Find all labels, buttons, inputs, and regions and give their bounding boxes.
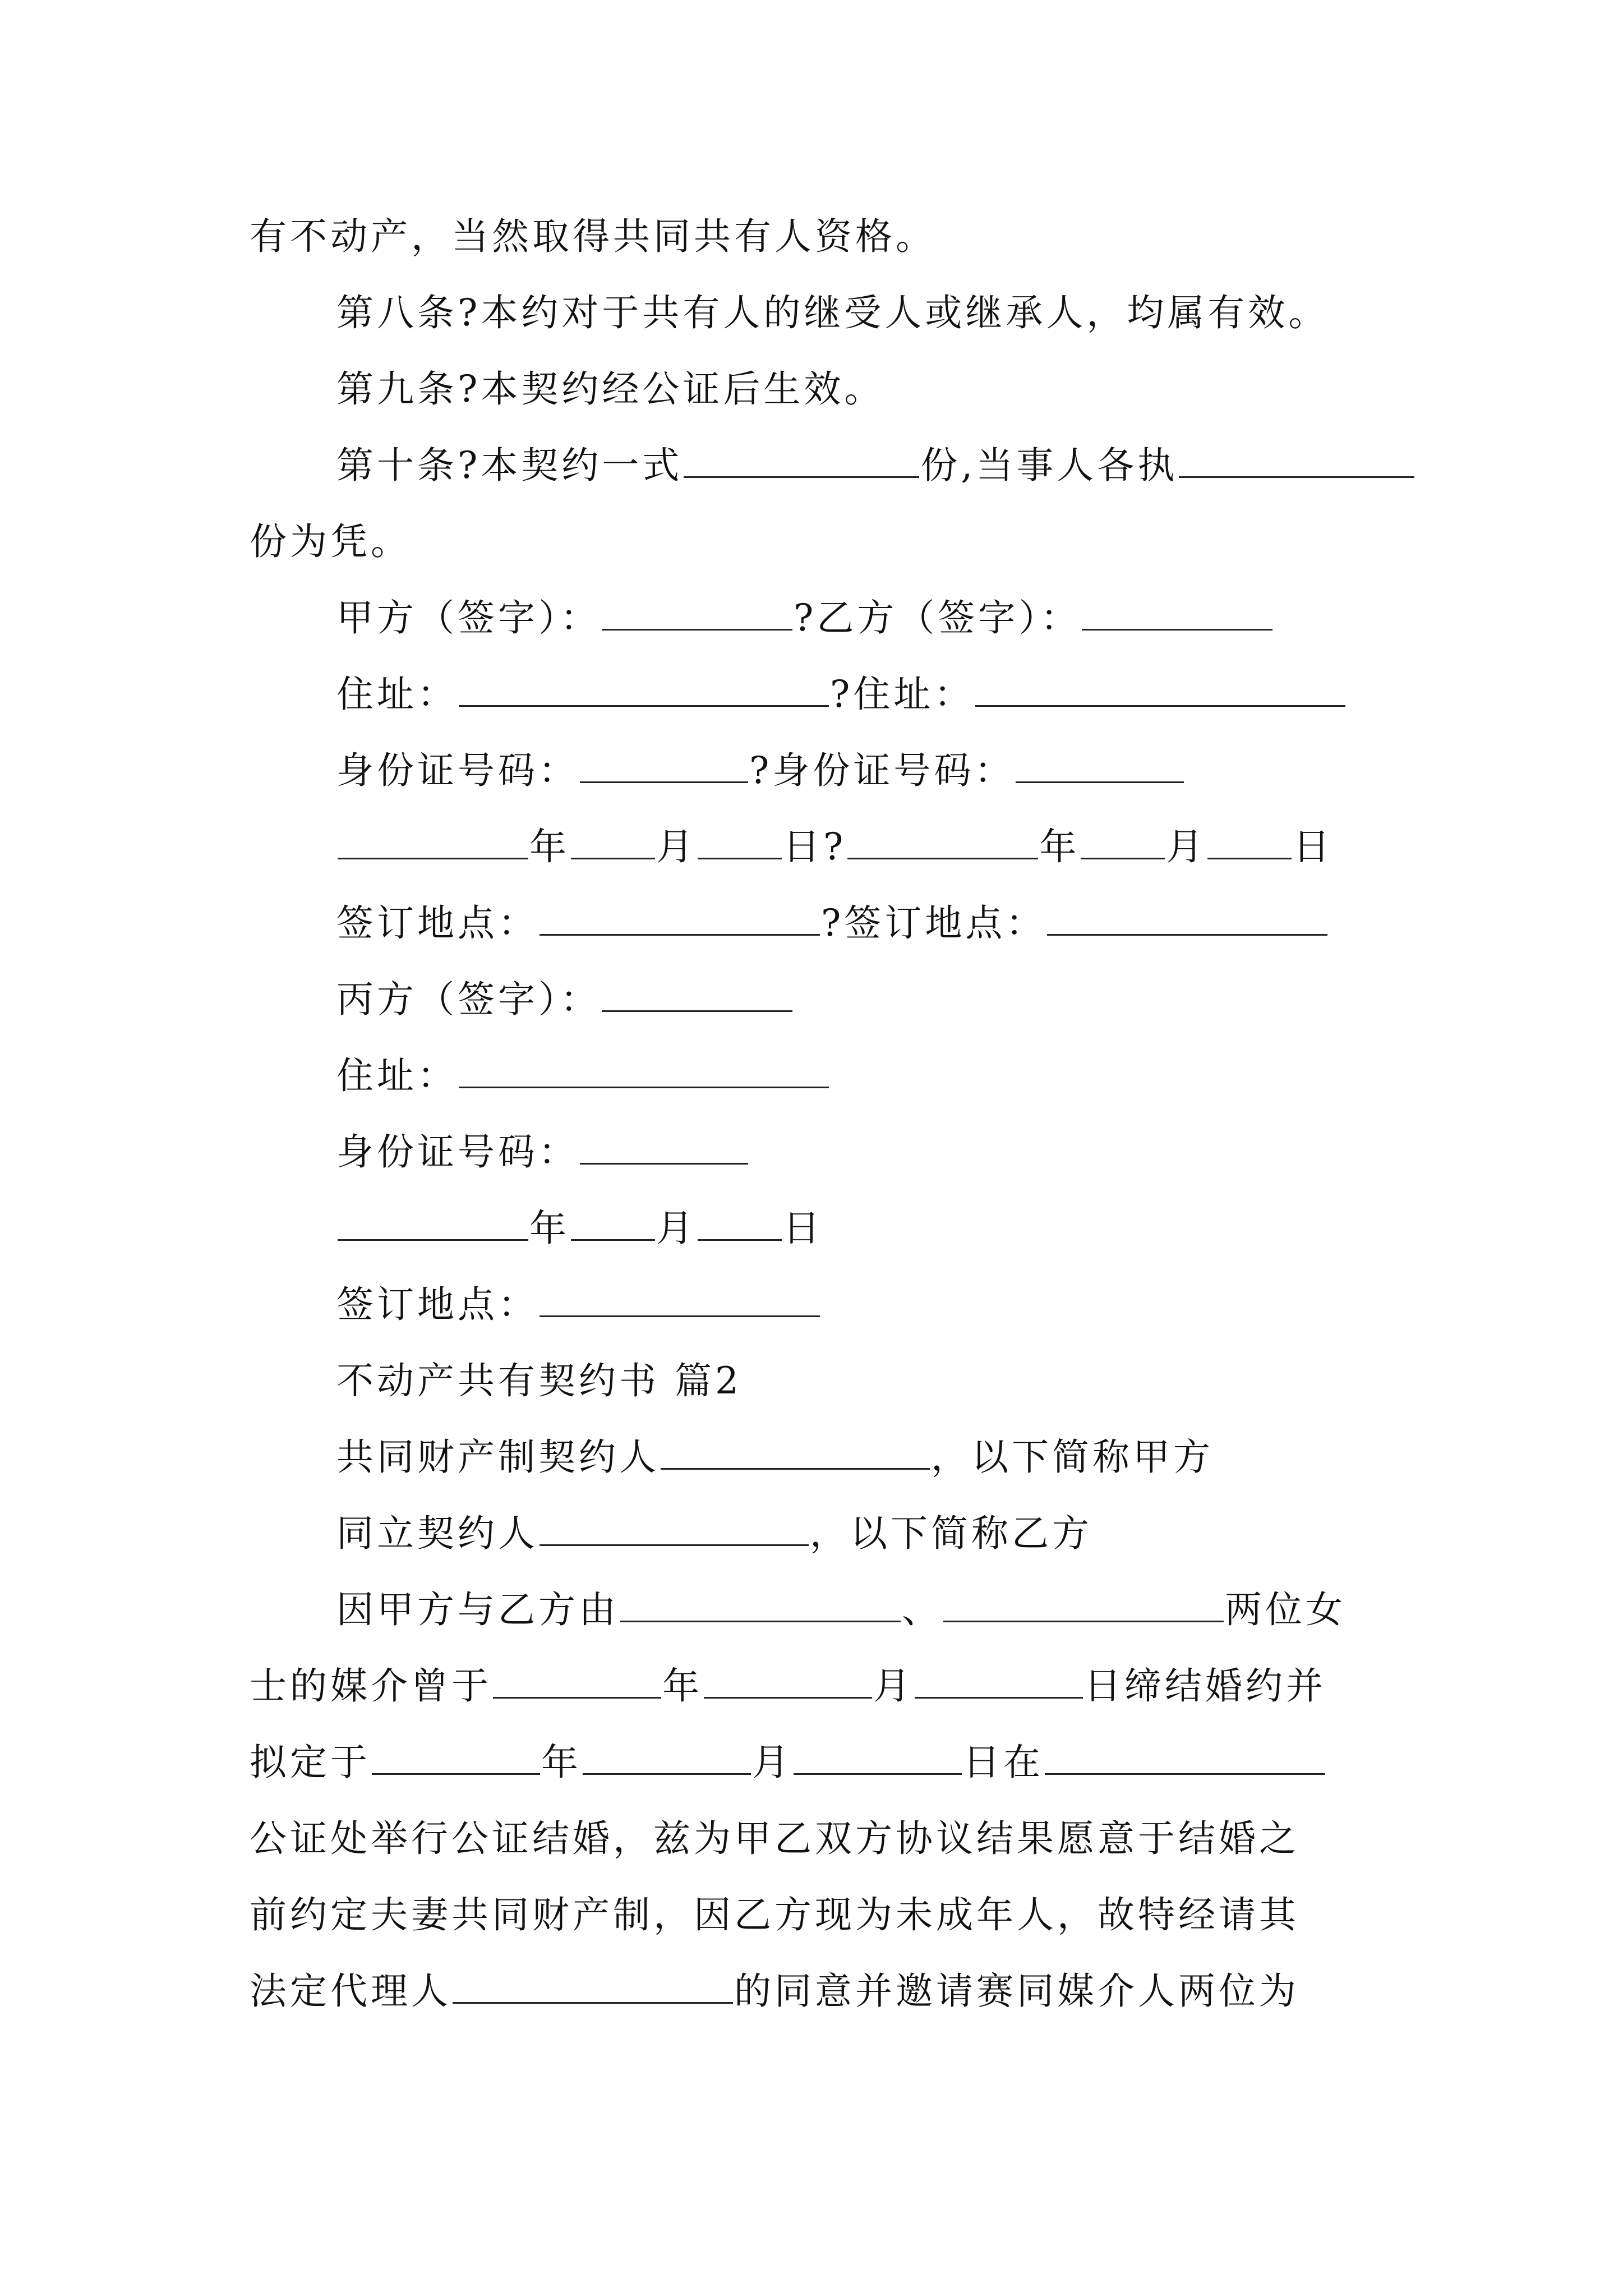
matchmaker-2-blank[interactable] xyxy=(943,1584,1224,1622)
paragraph-text: 因甲方与乙方由 xyxy=(336,1588,619,1631)
party-b-signature-blank[interactable] xyxy=(1082,592,1272,631)
party-c-date-row xyxy=(336,1200,1481,1257)
party-a-id-label: 身份证号码： xyxy=(336,749,579,792)
wedding-year-blank[interactable] xyxy=(372,1736,540,1775)
paragraph-text: 年 xyxy=(662,1664,703,1708)
engagement-day-blank[interactable] xyxy=(915,1660,1083,1699)
party-a-place-label: 签订地点： xyxy=(336,901,538,945)
section-heading xyxy=(336,1353,1481,1409)
paragraph-text: ，以下简称甲方 xyxy=(931,1435,1214,1479)
text-line xyxy=(250,1658,1394,1714)
party-a-address-label: 住址： xyxy=(336,673,458,716)
id-number-row xyxy=(336,743,1481,799)
day-blank[interactable] xyxy=(698,1202,782,1241)
party-c-signature-label: 丙方（签字）： xyxy=(336,978,601,1021)
day-label: 日? xyxy=(783,825,847,868)
paragraph-text: 前约定夫妻共同财产制，因乙方现为未成年人，故特经请其 xyxy=(250,1893,1299,1936)
year-label: 年 xyxy=(1039,825,1080,868)
party-signature-row xyxy=(336,590,1481,646)
paragraph-text: 共同财产制契约人 xyxy=(336,1435,660,1479)
party-c-id-row xyxy=(336,1124,1481,1180)
month-label: 月 xyxy=(656,825,697,868)
party-c-id-blank[interactable] xyxy=(580,1126,748,1165)
year-label: 年 xyxy=(529,825,570,868)
party-a-place-blank[interactable] xyxy=(540,897,820,936)
address-row xyxy=(336,666,1481,723)
legal-representative-blank[interactable] xyxy=(453,1965,733,2004)
paragraph-text: 第九条?本契约经公证后生效。 xyxy=(336,367,885,411)
party-c-place-label: 签订地点： xyxy=(336,1283,538,1326)
article-10 xyxy=(336,438,1481,494)
party-a-id-blank[interactable] xyxy=(580,744,748,783)
paragraph-text: ，以下简称乙方 xyxy=(810,1512,1092,1555)
text-line xyxy=(336,1582,1481,1638)
notary-office-blank[interactable] xyxy=(1045,1736,1325,1775)
article-9 xyxy=(336,361,1481,417)
party-c-address-blank[interactable] xyxy=(459,1050,829,1088)
section-title: 不动产共有契约书 篇2 xyxy=(336,1359,742,1402)
paragraph-text: 日在 xyxy=(963,1741,1044,1784)
paragraph-text: 年 xyxy=(541,1741,582,1784)
party-b-id-label: ?身份证号码： xyxy=(749,749,1015,792)
text-line xyxy=(336,1429,1481,1485)
party-c-id-label: 身份证号码： xyxy=(336,1130,579,1174)
text-line xyxy=(250,1811,1394,1867)
paragraph-text: 拟定于 xyxy=(250,1741,371,1784)
party-b-address-label: ?住址： xyxy=(830,673,975,716)
party-b-address-blank[interactable] xyxy=(975,668,1345,707)
party-c-place-row xyxy=(336,1277,1481,1333)
party-b-id-blank[interactable] xyxy=(1016,744,1184,783)
party-c-signature-blank[interactable] xyxy=(602,973,792,1012)
party-c-signature-row xyxy=(336,972,1481,1028)
year-blank[interactable] xyxy=(338,821,528,859)
text-line xyxy=(250,1963,1394,2019)
text-line xyxy=(250,209,1394,265)
month-label: 月 xyxy=(656,1207,697,1250)
paragraph-text: 日缔结婚约并 xyxy=(1084,1664,1326,1708)
party-b-place-label: ?签订地点： xyxy=(821,901,1046,945)
engagement-month-blank[interactable] xyxy=(704,1660,872,1699)
party-b-signature-label: ?乙方（签字）： xyxy=(794,596,1081,639)
year-blank[interactable] xyxy=(338,1202,528,1241)
party-c-place-blank[interactable] xyxy=(540,1278,820,1317)
month-blank[interactable] xyxy=(571,821,655,859)
paragraph-text: 第八条?本约对于共有人的继受人或继承人，均属有效。 xyxy=(336,291,1329,334)
matchmaker-1-blank[interactable] xyxy=(620,1584,901,1622)
day-blank[interactable] xyxy=(1207,821,1292,859)
wedding-month-blank[interactable] xyxy=(583,1736,751,1775)
text-line xyxy=(250,514,1394,570)
day-label: 日 xyxy=(783,1207,823,1250)
day-blank[interactable] xyxy=(698,821,782,859)
month-blank[interactable] xyxy=(1081,821,1165,859)
text-line xyxy=(250,1734,1394,1791)
signing-place-row xyxy=(336,895,1481,951)
paragraph-text: 份,当事人各执 xyxy=(920,444,1178,487)
copies-each-blank[interactable] xyxy=(1179,439,1414,478)
paragraph-text: 第十条?本契约一式 xyxy=(336,444,683,487)
paragraph-text: 两位女 xyxy=(1225,1588,1346,1631)
paragraph-text: 、 xyxy=(902,1588,942,1631)
article-8 xyxy=(336,285,1481,341)
paragraph-text: 法定代理人 xyxy=(250,1970,451,2013)
wedding-day-blank[interactable] xyxy=(794,1736,962,1775)
party-a-name-blank[interactable] xyxy=(661,1431,930,1470)
year-label: 年 xyxy=(529,1207,570,1250)
engagement-year-blank[interactable] xyxy=(493,1660,661,1699)
paragraph-text: 份为凭。 xyxy=(250,520,411,563)
date-row xyxy=(336,819,1481,875)
text-line xyxy=(250,1887,1394,1943)
paragraph-text: 公证处举行公证结婚，兹为甲乙双方协议结果愿意于结婚之 xyxy=(250,1817,1299,1860)
year-blank[interactable] xyxy=(847,821,1038,859)
month-label: 月 xyxy=(1166,825,1207,868)
party-b-place-blank[interactable] xyxy=(1047,897,1327,936)
paragraph-text: 同立契约人 xyxy=(336,1512,538,1555)
paragraph-text: 月 xyxy=(873,1664,914,1708)
day-label: 日 xyxy=(1293,825,1334,868)
party-c-address-label: 住址： xyxy=(336,1054,458,1097)
party-c-address-row xyxy=(336,1048,1481,1104)
month-blank[interactable] xyxy=(571,1202,655,1241)
party-b-name-blank[interactable] xyxy=(540,1507,809,1546)
text-line xyxy=(336,1506,1481,1562)
party-a-signature-blank[interactable] xyxy=(602,592,792,631)
party-a-address-blank[interactable] xyxy=(459,668,829,707)
paragraph-text: 的同意并邀请赛同媒介人两位为 xyxy=(734,1970,1299,2013)
paragraph-text: 月 xyxy=(752,1741,792,1784)
party-a-signature-label: 甲方（签字）： xyxy=(336,596,601,639)
copies-total-blank[interactable] xyxy=(684,439,919,478)
paragraph-text: 有不动产，当然取得共同共有人资格。 xyxy=(250,215,936,258)
paragraph-text: 士的媒介曾于 xyxy=(250,1664,492,1708)
